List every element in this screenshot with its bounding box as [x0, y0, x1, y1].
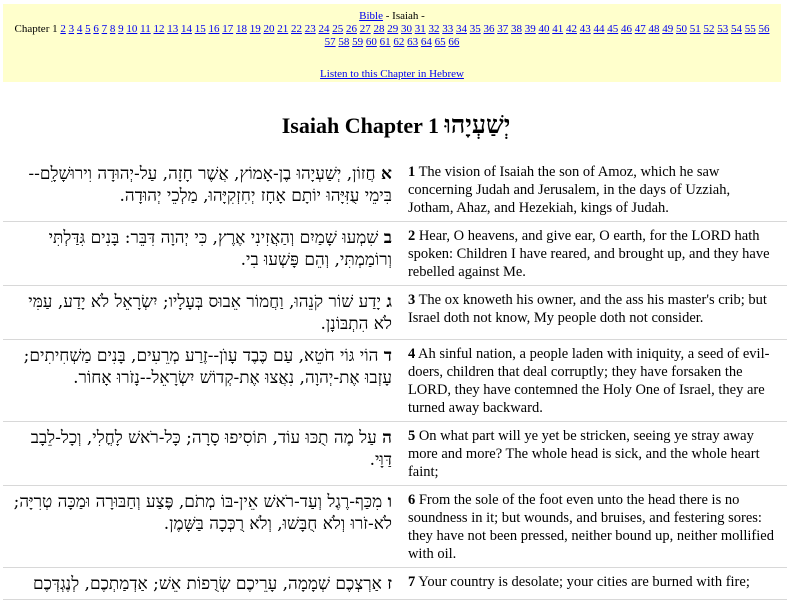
hebrew-verse	[3, 158, 400, 222]
chapter-navigation	[3, 4, 781, 82]
chapter-link[interactable]: 51	[689, 23, 701, 35]
hebrew-verse-number: ז	[387, 574, 392, 594]
hebrew-verse-number: ה	[382, 428, 392, 448]
hebrew-verse-number: ו	[387, 492, 392, 512]
verse-number: 2	[407, 228, 416, 244]
english-verse	[400, 286, 787, 340]
title-text: Isaiah Chapter 1	[281, 113, 440, 138]
hebrew-title: יְשַׁעְיָהוּ	[444, 112, 511, 139]
chapter-link[interactable]: 44	[593, 23, 605, 35]
chapter-link[interactable]: 16	[208, 23, 220, 35]
chapter-link[interactable]: 6	[93, 23, 99, 35]
english-verse	[400, 486, 787, 568]
chapter-link[interactable]: 12	[153, 23, 165, 35]
book-label: Isaiah	[392, 10, 419, 22]
chapter-link[interactable]: 23	[304, 23, 316, 35]
english-verse-text: The ox knoweth his owner, and the ass his master's crib; but Israel doth not know, My people doth not consider.	[407, 292, 767, 326]
chapter-link[interactable]: 50	[675, 23, 687, 35]
chapter-link[interactable]: 34	[455, 23, 467, 35]
hebrew-verse-text: מִכַּף-רֶגֶל וְעַד-רֹאשׁ אֵין-בּוֹ מְתֹם, פֶּצַע וְחַבּוּרָה וּמַכָּה טְרִיָּה; לֹא-זֹרוּ וְלֹא חֻבָּשׁוּ, וְלֹא רֻכְּכָה בַּשָּׁמֶן.	[13, 492, 392, 534]
chapter-link[interactable]: 42	[565, 23, 577, 35]
chapter-link[interactable]: 37	[497, 23, 509, 35]
chapter-link[interactable]: 28	[373, 23, 385, 35]
chapter-link[interactable]: 2	[60, 23, 66, 35]
chapter-link[interactable]: 25	[332, 23, 344, 35]
chapter-link[interactable]: 19	[249, 23, 261, 35]
chapter-link[interactable]: 33	[442, 23, 454, 35]
chapter-link[interactable]: 7	[101, 23, 108, 35]
chapter-link[interactable]: 39	[524, 23, 536, 35]
chapter-link[interactable]: 31	[414, 23, 426, 35]
chapter-link[interactable]: 43	[579, 23, 591, 35]
chapter-link[interactable]: 18	[235, 23, 247, 35]
chapter-link[interactable]: 52	[703, 23, 715, 35]
chapter-link[interactable]: 38	[510, 23, 522, 35]
chapter-list	[3, 23, 781, 49]
verse-number: 3	[407, 292, 416, 308]
chapter-link[interactable]: 56	[758, 23, 770, 35]
chapter-link[interactable]: 53	[717, 23, 729, 35]
chapter-link[interactable]: 30	[400, 23, 412, 35]
hebrew-verse-number: א	[381, 164, 392, 184]
chapter-link[interactable]: 58	[338, 36, 350, 48]
verse-row	[3, 568, 787, 600]
hebrew-verse-text: אַרְצְכֶם שְׁמָמָה, עָרֵיכֶם שְׂרֻפוֹת אֵשׁ; אַדְמַתְכֶם, לְנֶגְדְּכֶם	[32, 574, 382, 594]
verse-number: 5	[407, 428, 416, 444]
chapter-link[interactable]: 9	[118, 23, 124, 35]
verse-number: 7	[407, 574, 416, 590]
chapter-link[interactable]: 24	[318, 23, 330, 35]
hebrew-verse	[3, 340, 400, 422]
breadcrumb-separator: -	[382, 10, 393, 22]
page-title	[0, 112, 792, 140]
hebrew-verse-number: ג	[386, 292, 392, 312]
hebrew-verse-text: יָדַע שׁוֹר קֹנֵהוּ, וַחֲמוֹר אֵבוּס בְּעָלָיו; יִשְׂרָאֵל לֹא יָדַע, עַמִּי לֹא הִתְבּוֹנָן.	[28, 292, 392, 334]
chapter-link[interactable]: 60	[365, 36, 377, 48]
chapter-link[interactable]: 3	[68, 23, 75, 35]
english-verse-text: Your country is desolate; your cities are burned with fire;	[418, 574, 750, 590]
english-verse	[400, 222, 787, 286]
hebrew-verse	[3, 422, 400, 486]
verse-row	[3, 340, 787, 422]
chapter-link[interactable]: 15	[194, 23, 206, 35]
verse-number: 6	[407, 492, 416, 508]
english-verse-text: From the sole of the foot even unto the head there is no soundness in it; but wounds, and bruises, and festering sores: they have not been pressed, neither bound up, neither mollified with oil.	[407, 492, 774, 562]
chapter-link[interactable]: 5	[85, 23, 91, 35]
chapter-link[interactable]: 46	[620, 23, 632, 35]
hebrew-verse	[3, 222, 400, 286]
chapter-link[interactable]: 41	[552, 23, 564, 35]
verse-number: 4	[407, 346, 416, 362]
chapter-link[interactable]: 47	[634, 23, 646, 35]
chapter-link[interactable]: 8	[109, 23, 116, 35]
verse-row	[3, 158, 787, 222]
chapter-link[interactable]: 57	[324, 36, 336, 48]
english-verse	[400, 568, 787, 600]
listen-link[interactable]: Listen to this Chapter in Hebrew	[320, 68, 464, 80]
english-verse-text: On what part will ye yet be stricken, seeing ye stray away more and more? The whole head is sick, and the whole heart faint;	[407, 428, 760, 480]
current-chapter-label: Chapter 1	[14, 23, 58, 35]
hebrew-verse-text: עַל מֶה תֻכּוּ עוֹד, תּוֹסִיפוּ סָרָה; כָּל-רֹאשׁ לָחֳלִי, וְכָל-לֵבָב דַּוָּי.	[30, 428, 392, 470]
chapter-link[interactable]: 66	[448, 36, 460, 48]
chapter-link[interactable]: 45	[607, 23, 619, 35]
chapter-link[interactable]: 63	[407, 36, 419, 48]
hebrew-verse-text: שִׁמְעוּ שָׁמַיִם וְהַאֲזִינִי אֶרֶץ, כִּי יְהוָה דִּבֵּר: בָּנִים גִּדַּלְתִּי וְרוֹמַמְתִּי, וְהֵם פָּשְׁעוּ בִי.	[48, 228, 392, 270]
english-verse-text: The vision of Isaiah the son of Amoz, which he saw concerning Judah and Jerusalem, in the days of Uzziah, Jotham, Ahaz, and Hezekiah, kings of Judah.	[407, 164, 731, 216]
english-verse	[400, 340, 787, 422]
english-verse	[400, 158, 787, 222]
chapter-link[interactable]: 27	[359, 23, 371, 35]
chapter-link[interactable]: 54	[730, 23, 742, 35]
chapter-link[interactable]: 4	[76, 23, 83, 35]
verse-row	[3, 286, 787, 340]
chapter-link[interactable]: 20	[263, 23, 275, 35]
verse-row	[3, 222, 787, 286]
breadcrumb	[3, 4, 781, 23]
english-verse-text: Hear, O heavens, and give ear, O earth, for the LORD hath spoken: Children I have reared, and brought up, and they have rebelled against Me.	[407, 228, 770, 280]
breadcrumb-trailing-separator: -	[418, 10, 425, 22]
hebrew-verse	[3, 286, 400, 340]
chapter-link[interactable]: 65	[434, 36, 446, 48]
chapter-link[interactable]: 29	[387, 23, 399, 35]
chapter-link[interactable]: 14	[180, 23, 192, 35]
chapter-link[interactable]: 32	[428, 23, 440, 35]
hebrew-verse	[3, 486, 400, 568]
chapter-link[interactable]: 35	[469, 23, 481, 35]
verse-row	[3, 422, 787, 486]
chapter-link[interactable]: 22	[290, 23, 302, 35]
chapter-link[interactable]: 55	[744, 23, 756, 35]
english-verse	[400, 422, 787, 486]
verse-number: 1	[407, 164, 416, 180]
hebrew-verse	[3, 568, 400, 600]
verse-row	[3, 486, 787, 568]
chapter-link[interactable]: 48	[648, 23, 660, 35]
chapter-link[interactable]: 61	[379, 36, 391, 48]
hebrew-verse-text: הוֹי גּוֹי חֹטֵא, עַם כֶּבֶד עָוֺן--זֶרַע מְרֵעִים, בָּנִים מַשְׁחִיתִים; עָזְבוּ אֶת-יְהוָה, נִאֲצוּ אֶת-קְדוֹשׁ יִשְׂרָאֵל--נָזֹרוּ אָחוֹר.	[23, 346, 392, 388]
chapter-link[interactable]: 64	[420, 36, 432, 48]
chapter-link[interactable]: 49	[662, 23, 674, 35]
chapter-link[interactable]: 36	[483, 23, 495, 35]
chapter-link[interactable]: 21	[277, 23, 289, 35]
verse-table	[3, 158, 787, 600]
chapter-link[interactable]: 26	[345, 23, 357, 35]
chapter-link[interactable]: 11	[140, 23, 151, 35]
hebrew-verse-number: ד	[383, 346, 392, 366]
hebrew-verse-text: חֲזוֹן, יְשַׁעְיָהוּ בֶן-אָמוֹץ, אֲשֶׁר חָזָה, עַל-יְהוּדָה וִירוּשָׁלִָם--בִּימֵי עֻזִּיָּהוּ יוֹתָם אָחָז יְחִזְקִיָּהוּ, מַלְכֵי יְהוּדָה.	[28, 164, 392, 206]
english-verse-text: Ah sinful nation, a people laden with iniquity, a seed of evil-doers, children that deal corruptly; they have forsaken the LORD, they have contemned the Holy One of Israel, they are turned away backward.	[407, 346, 770, 416]
chapter-link[interactable]: 59	[352, 36, 364, 48]
chapter-link[interactable]: 13	[167, 23, 179, 35]
chapter-link[interactable]: 40	[538, 23, 550, 35]
hebrew-verse-number: ב	[383, 228, 392, 248]
bible-link[interactable]: Bible	[359, 10, 383, 22]
chapter-link[interactable]: 62	[393, 36, 405, 48]
chapter-link[interactable]: 17	[222, 23, 234, 35]
chapter-link[interactable]: 10	[126, 23, 138, 35]
